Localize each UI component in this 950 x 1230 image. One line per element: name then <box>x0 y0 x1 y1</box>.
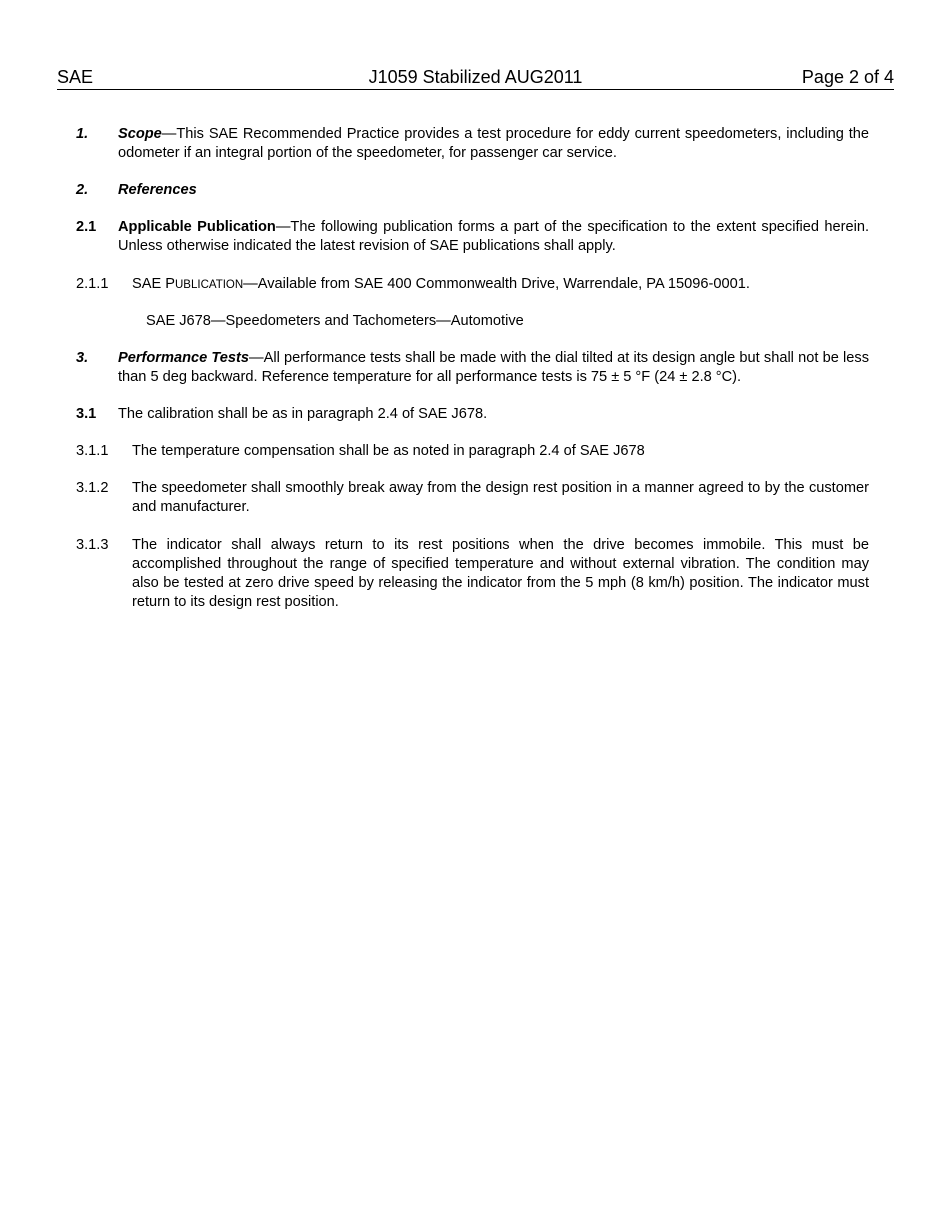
section-1-scope <box>76 125 869 163</box>
section-body: The temperature compensation shall be as noted in paragraph 2.4 of SAE J678 <box>132 443 645 459</box>
section-text: —The following publication forms a part of the specification to the extent specified herein. Unless otherwise indicated the latest revision of SAE publications shall apply. <box>118 219 869 254</box>
section-text: —All performance tests shall be made with the dial tilted at its design angle but shall not be less than 5 deg backward. Reference temperature for all performance tests is 75 ± 5 °F (24 ± 2.8 °C). <box>118 350 870 385</box>
section-3-1-2 <box>76 479 869 517</box>
section-number: 3.1.3 <box>76 537 109 553</box>
section-title: Performance Tests <box>118 350 250 366</box>
section-number: 3.1 <box>76 406 97 422</box>
reference-entry: SAE J678—Speedometers and Tachometers—Automotive <box>146 313 524 329</box>
section-body: The indicator shall always return to its rest positions when the drive becomes immobile. This must be accomplished throughout the range of specified temperature and without external vibration. The condition may also be tested at zero drive speed by releasing the indicator from the 5 mph (8 km/h) position. The indicator must return to its design rest position. <box>132 537 869 610</box>
section-number: 3.1.2 <box>76 480 109 496</box>
section-body <box>132 275 869 295</box>
section-3-performance-tests <box>76 349 869 387</box>
section-body <box>118 349 869 387</box>
section-text: —Available from SAE 400 Commonwealth Drive, Warrendale, PA 15096-0001. <box>243 276 750 292</box>
section-number: 3. <box>76 350 89 366</box>
section-3-1-3 <box>76 536 869 612</box>
section-2-references <box>76 181 869 200</box>
section-title: Applicable Publication <box>118 219 276 235</box>
section-number: 2.1.1 <box>76 276 109 292</box>
section-body <box>118 218 869 256</box>
section-title: Scope <box>118 126 162 142</box>
section-number: 1. <box>76 126 89 142</box>
section-title-smallcaps-rest: UBLICATION <box>175 279 244 291</box>
section-title: References <box>118 182 197 198</box>
section-3-1 <box>76 405 869 424</box>
section-title-smallcaps-prefix: SAE P <box>132 276 175 292</box>
section-text: —This SAE Recommended Practice provides a test procedure for eddy current speedometers, including the odometer if an integral portion of the speedometer, for passenger car service. <box>118 126 869 161</box>
header-page-number: Page 2 of 4 <box>801 67 894 87</box>
section-body: The calibration shall be as in paragraph 2.4 of SAE J678. <box>118 406 488 422</box>
section-number: 3.1.1 <box>76 443 109 459</box>
page-header <box>57 66 894 90</box>
header-org: SAE <box>57 67 94 87</box>
section-body <box>118 181 869 200</box>
section-number: 2.1 <box>76 219 97 235</box>
section-body <box>118 125 869 163</box>
section-2-1-applicable-publication <box>76 218 869 256</box>
section-number: 2. <box>76 182 89 198</box>
section-body: The speedometer shall smoothly break away from the design rest position in a manner agreed to by the customer and manufacturer. <box>132 480 869 515</box>
section-3-1-1 <box>76 442 869 461</box>
header-document-id: J1059 Stabilized AUG2011 <box>368 67 583 87</box>
section-2-1-1-sae-publication <box>76 275 869 295</box>
